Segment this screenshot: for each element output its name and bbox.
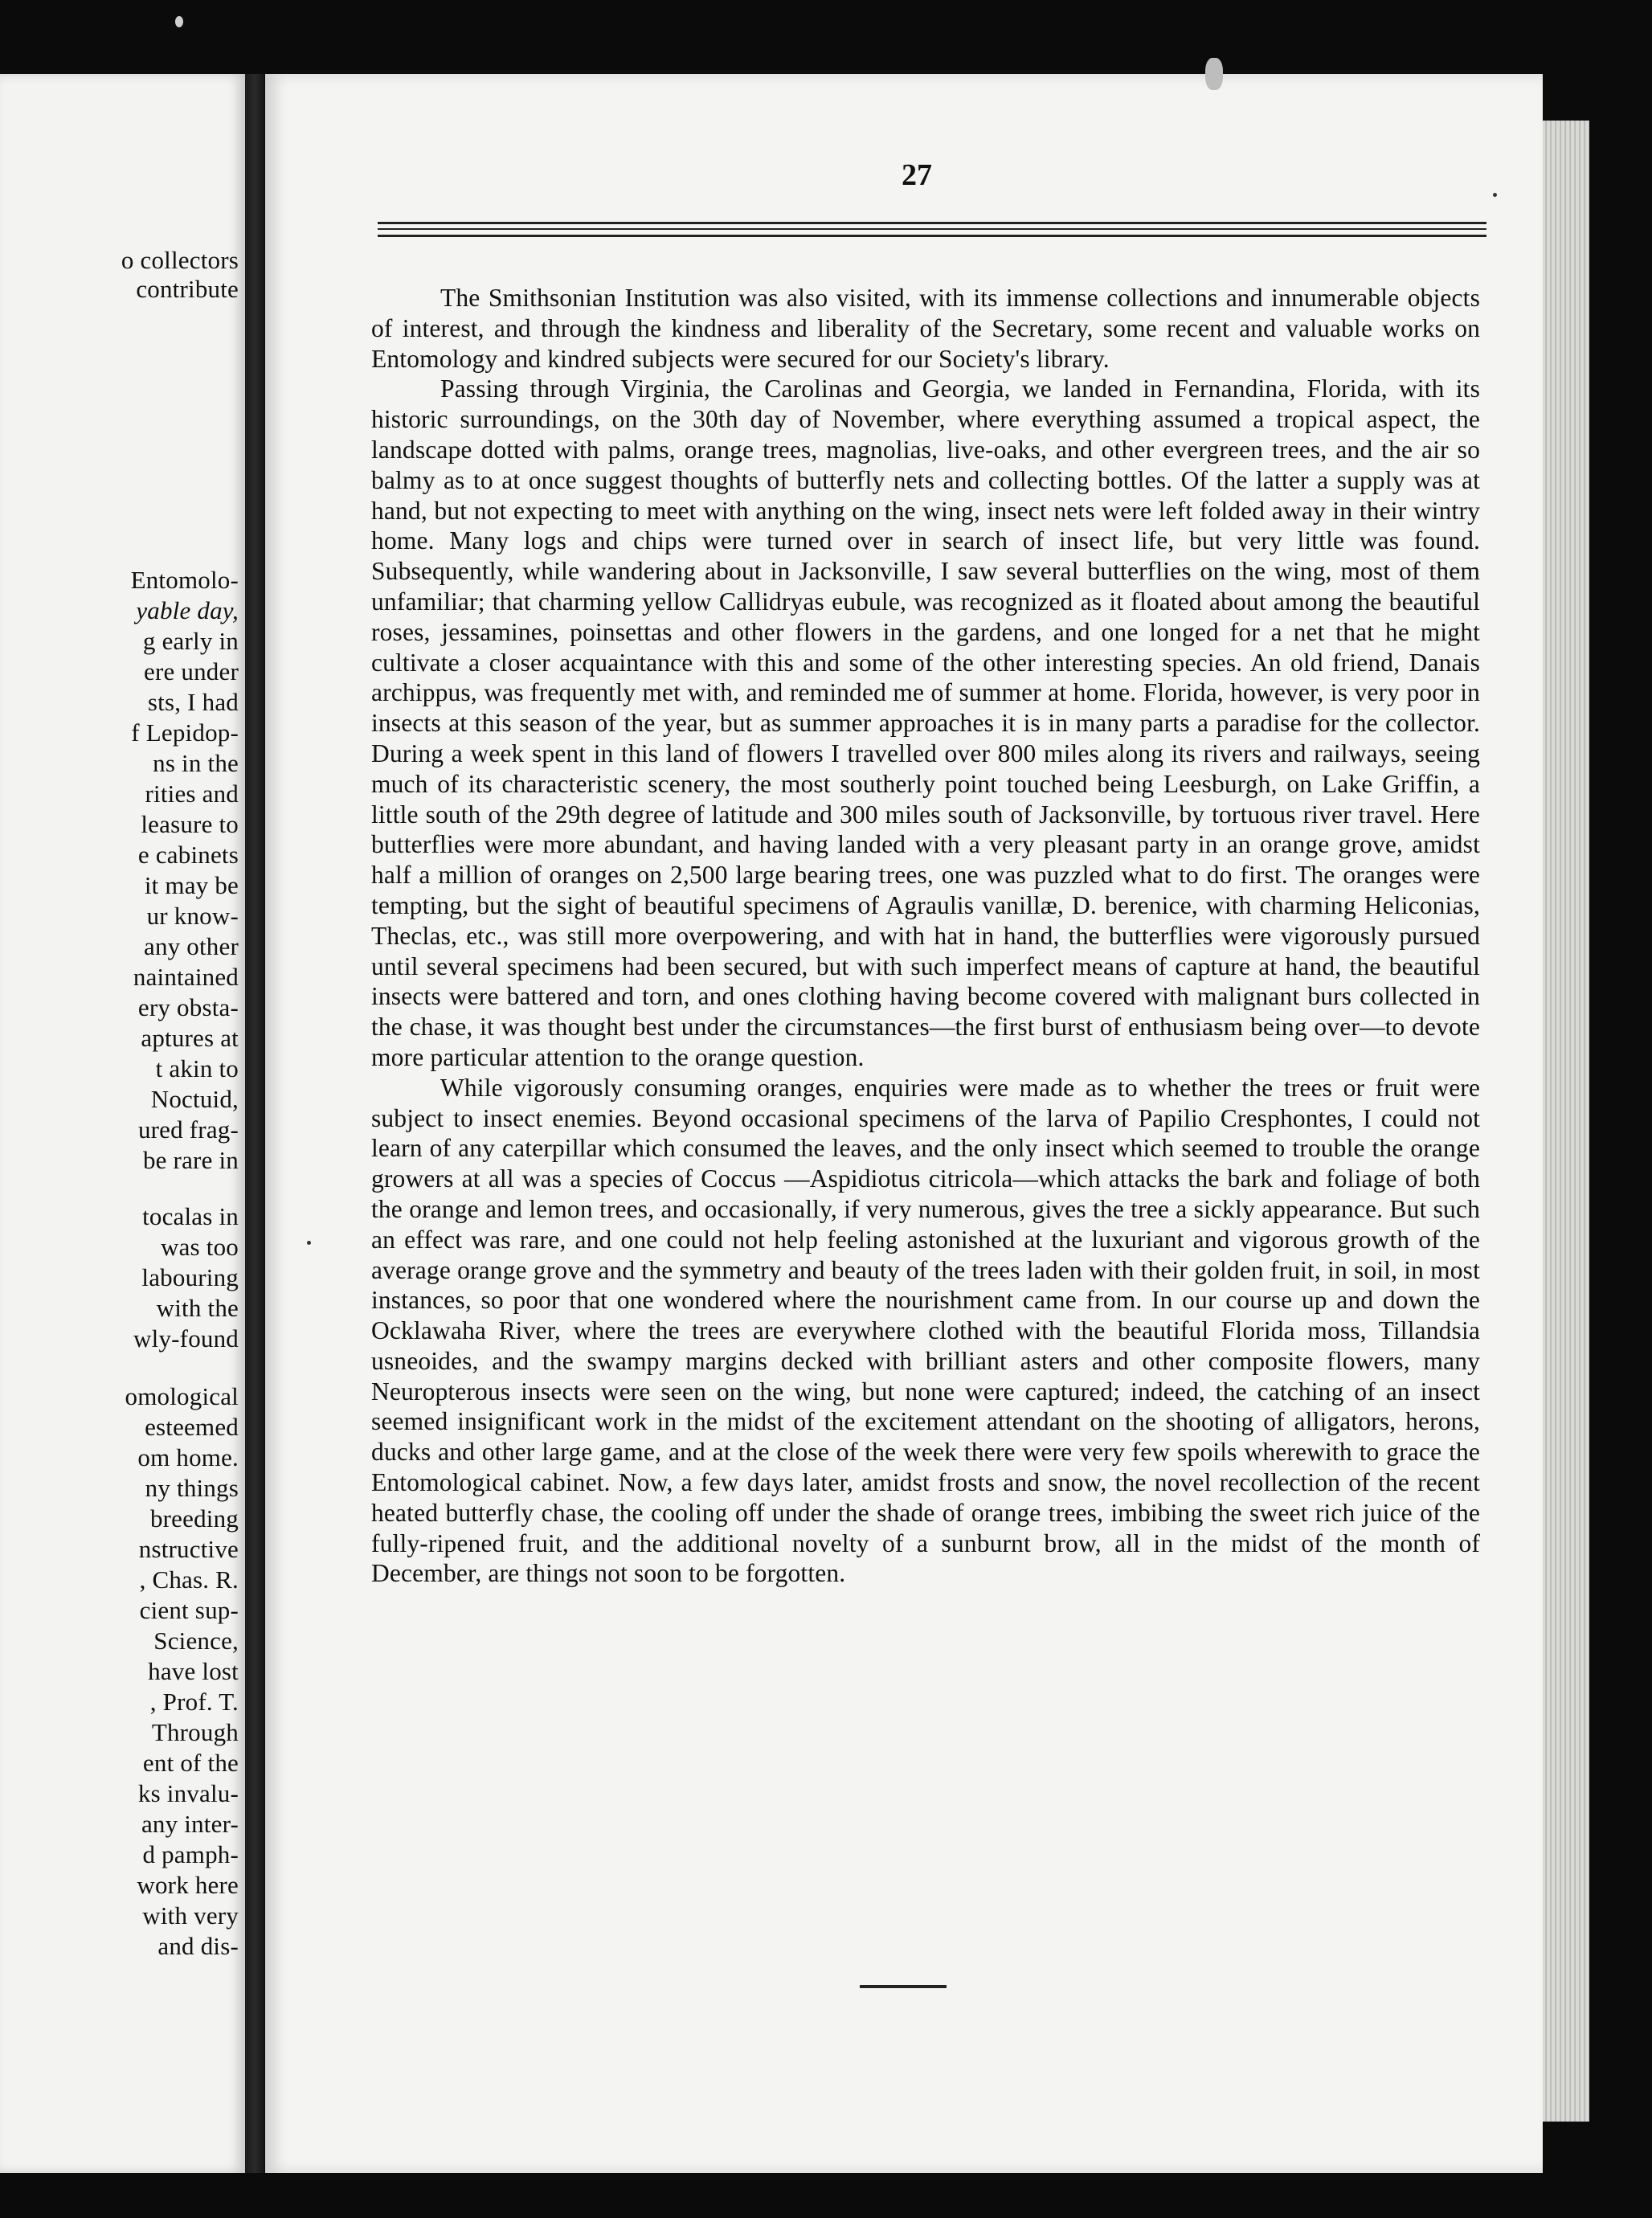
left-page-line: ery obsta- [137, 993, 239, 1021]
left-page-line: work here [137, 1871, 239, 1899]
article-body [371, 283, 1480, 1589]
left-page-line: aptures at [141, 1024, 239, 1052]
left-page-line: , Prof. T. [149, 1688, 239, 1716]
left-page-line: yable day, [136, 596, 239, 624]
left-page-line: Entomolo- [130, 566, 239, 594]
left-page-line: d pamph- [142, 1840, 239, 1868]
scan-speck [1493, 193, 1497, 197]
section-end-rule [860, 1985, 947, 1988]
left-page-line: ent of the [142, 1749, 239, 1777]
left-page-line: nstructive [138, 1535, 239, 1563]
left-page-line: g early in [142, 627, 239, 655]
header-rule [378, 235, 1486, 237]
left-page-line: breeding [149, 1504, 239, 1533]
left-page-line: contribute [136, 275, 239, 303]
left-page-line: any inter- [141, 1810, 239, 1838]
book-gutter [245, 74, 264, 2173]
left-page-line: was too [161, 1233, 239, 1261]
left-page-line: sts, I had [147, 688, 239, 716]
left-page-line: naintained [133, 963, 239, 991]
left-page-line: Science, [153, 1627, 239, 1655]
left-page-line: ur know- [146, 902, 239, 930]
scan-speck [307, 1241, 311, 1245]
left-page-line: om home. [137, 1443, 239, 1471]
left-page-line: with very [142, 1901, 239, 1929]
left-page-line: esteemed [145, 1413, 239, 1441]
left-page-line: ere under [144, 657, 239, 685]
header-rule [378, 222, 1486, 224]
header-rule [378, 228, 1486, 230]
left-page-line: have lost [148, 1657, 239, 1685]
left-page-line: f Lepidop- [131, 718, 239, 747]
left-page-line: labouring [141, 1263, 239, 1291]
left-page-line: cient sup- [139, 1596, 239, 1624]
page-number: 27 [902, 158, 932, 192]
left-page-line: wly-found [133, 1324, 239, 1352]
left-page-line: e cabinets [137, 841, 239, 869]
left-page-line: t akin to [155, 1054, 239, 1082]
left-page-line: and dis- [157, 1932, 239, 1960]
left-page-line: ured frag- [137, 1115, 239, 1144]
left-page-line: it may be [144, 871, 239, 899]
left-page-line: with the [156, 1294, 239, 1322]
left-page-line: o collectors [121, 246, 239, 274]
paragraph: Passing through Virginia, the Carolinas and Georgia, we landed in Fernandina, Florida, with its historic surroundings, on the 30th day of November, where everything assumed a tropical aspect, the landscape dotted with palms, orange trees, magnolias, live-oaks, and other evergreen trees, and the air so balmy as to at once suggest thoughts of butterfly nets and collecting bottles. Of the latter a supply was at hand, but not expecting to meet with anything on the wing, insect nets were left folded away in their wintry home. Many logs and chips were turned over in search of insect life, but very little was found. Subsequently, while wandering about in Jacksonville, I saw several butterflies on the wing, most of them unfamiliar; that charming yellow Callidryas eubule, was recognized as it floated about among the beautiful roses, jessamines, poinsettas and other flowers in the gardens, and one longed for a net that he might cultivate a closer acquaintance with this and some of the other interesting species. An old friend, Danais archippus, was frequently met with, and reminded me of summer at home. Florida, however, is very poor in insects at this season of the year, but as summer approaches it is in many parts a paradise for the collector. During a week spent in this land of flowers I travelled over 800 miles along its rivers and railways, seeing much of its characteristic scenery, the most southerly point touched being Leesburgh, on Lake Griffin, a little south of the 29th degree of latitude and 300 miles south of Jacksonville, by tortuous river travel. Here butterflies were more abundant, and having landed with a very pleasant party in an orange grove, amidst half a million of oranges on 2,500 large bearing trees, one was puzzled what to do first. The oranges were tempting, but the sight of beautiful specimens of Agraulis vanillæ, D. berenice, with charming Heliconias, Theclas, etc., was still more overpowering, and with hat in hand, the butterflies were vigorously pursued until several specimens had been secured, but with such imperfect means of capture at hand, the beautiful insects were battered and torn, and ones clothing having become covered with malignant burs collected in the chase, it was thought best under the circumstances—the first burst of enthusiasm being over—to devote more particular attention to the orange question. [371, 374, 1480, 1071]
left-page-line: any other [143, 932, 239, 960]
paragraph: While vigorously consuming oranges, enquiries were made as to whether the trees or fruit were subject to insect enemies. Beyond occasional specimens of the larva of Papilio Cresphontes, I could not learn of any caterpillar which consumed the leaves, and the only insect which seemed to trouble the orange growers at all was a species of Coccus —Aspidiotus citricola—which attacks the bark and foliage of both the orange and lemon trees, and occasionally, if very numerous, gives the tree a sickly appearance. But such an effect was rare, and one could not help feeling astonished at the luxuriant and vigorous growth of the average orange grove and the symmetry and beauty of the trees laden with their golden fruit, in soil, in most instances, so poor that one wondered where the nourishment came from. In our course up and down the Ocklawaha River, where the trees are everywhere clothed with the beautiful Florida moss, Tillandsia usneoides, and the swampy margins decked with brilliant asters and other composite flowers, many Neuropterous insects were seen on the wing, but none were captured; indeed, the catching of an insect seemed insignificant work in the midst of the excitement attendant on the shooting of alligators, herons, ducks and other large game, and at the close of the week there were very few spoils wherewith to grace the Entomological cabinet. Now, a few days later, amidst frosts and snow, the novel recollection of the recent heated butterfly chase, the cooling off under the shade of orange trees, imbibing the sweet rich juice of the fully-ripened fruit, and the additional novelty of a sunburnt brow, all in the midst of the month of December, are things not soon to be forgotten. [371, 1073, 1480, 1588]
scan-speck [175, 16, 183, 27]
left-page-line: be rare in [142, 1146, 239, 1174]
left-page-line: Through [151, 1718, 239, 1746]
left-page-line: omological [125, 1382, 239, 1410]
left-page-line: ks invalu- [137, 1779, 239, 1807]
paragraph: The Smithsonian Institution was also visited, with its immense collections and innumerable objects of interest, and through the kindness and liberality of the Secretary, some recent and valuable works on Entomology and kindred subjects were secured for our Society's library. [371, 284, 1480, 373]
left-page-line: Noctuid, [150, 1085, 239, 1113]
left-facing-page [0, 74, 245, 2173]
page-edge-stack [1543, 121, 1589, 2122]
left-page-line: tocalas in [142, 1202, 239, 1230]
left-page-line: rities and [145, 780, 239, 808]
left-page-line: ns in the [153, 749, 239, 777]
left-page-line: ny things [145, 1474, 239, 1502]
left-page-line: leasure to [141, 810, 239, 838]
left-page-line: , Chas. R. [139, 1565, 239, 1594]
scan-speck [1205, 58, 1223, 90]
